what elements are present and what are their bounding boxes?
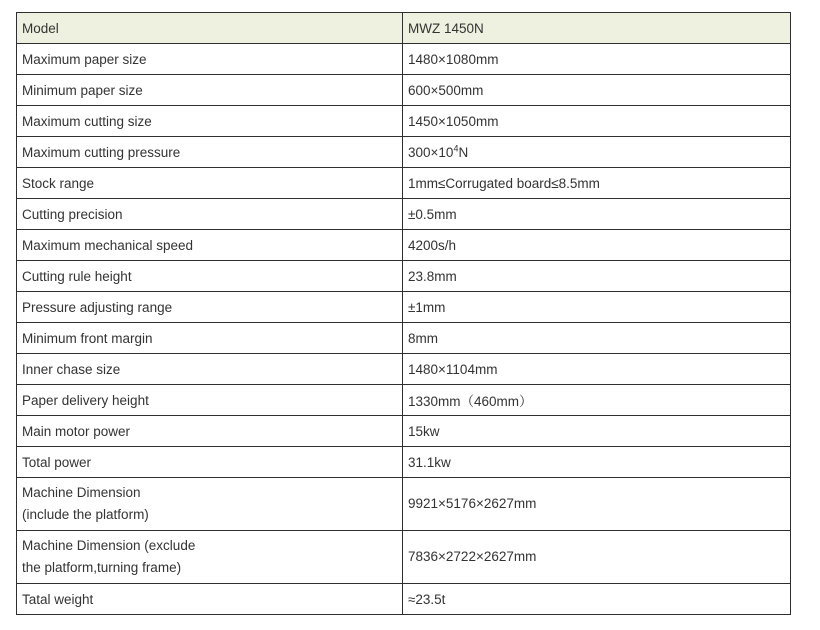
table-row xyxy=(17,531,791,584)
row-value: 23.8mm xyxy=(403,261,791,292)
row-label: Tatal weight xyxy=(17,584,403,615)
row-label: Stock range xyxy=(17,168,403,199)
table-row xyxy=(17,44,791,75)
row-value: ±1mm xyxy=(403,292,791,323)
row-label: Pressure adjusting range xyxy=(17,292,403,323)
table-row xyxy=(17,292,791,323)
row-value: ≈23.5t xyxy=(403,584,791,615)
row-label: Minimum paper size xyxy=(17,75,403,106)
row-value: 4200s/h xyxy=(403,230,791,261)
row-label: Maximum paper size xyxy=(17,44,403,75)
table-row xyxy=(17,323,791,354)
row-value: 31.1kw xyxy=(403,447,791,478)
row-value: 15kw xyxy=(403,416,791,447)
row-value: 8mm xyxy=(403,323,791,354)
row-label: Total power xyxy=(17,447,403,478)
row-label-line: Machine Dimension xyxy=(22,485,141,500)
table-row xyxy=(17,106,791,137)
value-exponent: 4 xyxy=(453,143,459,153)
table-row xyxy=(17,137,791,168)
row-value: 1480×1104mm xyxy=(403,354,791,385)
value-base: 300×10 xyxy=(408,144,454,160)
table-row xyxy=(17,168,791,199)
header-label: Model xyxy=(17,13,403,44)
table-row xyxy=(17,354,791,385)
row-label-line: the platform,turning frame) xyxy=(22,560,182,575)
row-label: Maximum cutting pressure xyxy=(17,137,403,168)
row-value: 600×500mm xyxy=(403,75,791,106)
row-label: Inner chase size xyxy=(17,354,403,385)
row-value: 1450×1050mm xyxy=(403,106,791,137)
row-label: Minimum front margin xyxy=(17,323,403,354)
row-value xyxy=(403,137,791,168)
row-label: Cutting precision xyxy=(17,199,403,230)
row-label-line: (include the platform) xyxy=(22,507,149,522)
value-unit: N xyxy=(458,144,469,160)
row-value: 9921×5176×2627mm xyxy=(403,478,791,531)
table-row xyxy=(17,230,791,261)
row-label xyxy=(17,531,403,584)
row-label: Main motor power xyxy=(17,416,403,447)
row-label: Cutting rule height xyxy=(17,261,403,292)
header-value: MWZ 1450N xyxy=(403,13,791,44)
row-value: 1mm≤Corrugated board≤8.5mm xyxy=(403,168,791,199)
table-row xyxy=(17,261,791,292)
row-value: ±0.5mm xyxy=(403,199,791,230)
table-row xyxy=(17,584,791,615)
row-value: 1330mm（460mm） xyxy=(403,385,791,416)
table-row xyxy=(17,385,791,416)
spec-table xyxy=(16,12,791,615)
row-label: Maximum cutting size xyxy=(17,106,403,137)
table-row xyxy=(17,75,791,106)
row-value: 7836×2722×2627mm xyxy=(403,531,791,584)
row-value: 1480×1080mm xyxy=(403,44,791,75)
table-row xyxy=(17,447,791,478)
row-label: Paper delivery height xyxy=(17,385,403,416)
table-row xyxy=(17,416,791,447)
table-row xyxy=(17,199,791,230)
row-label: Maximum mechanical speed xyxy=(17,230,403,261)
table-row xyxy=(17,478,791,531)
table-header-row xyxy=(17,13,791,44)
row-label xyxy=(17,478,403,531)
row-label-line: Machine Dimension (exclude xyxy=(22,538,196,553)
